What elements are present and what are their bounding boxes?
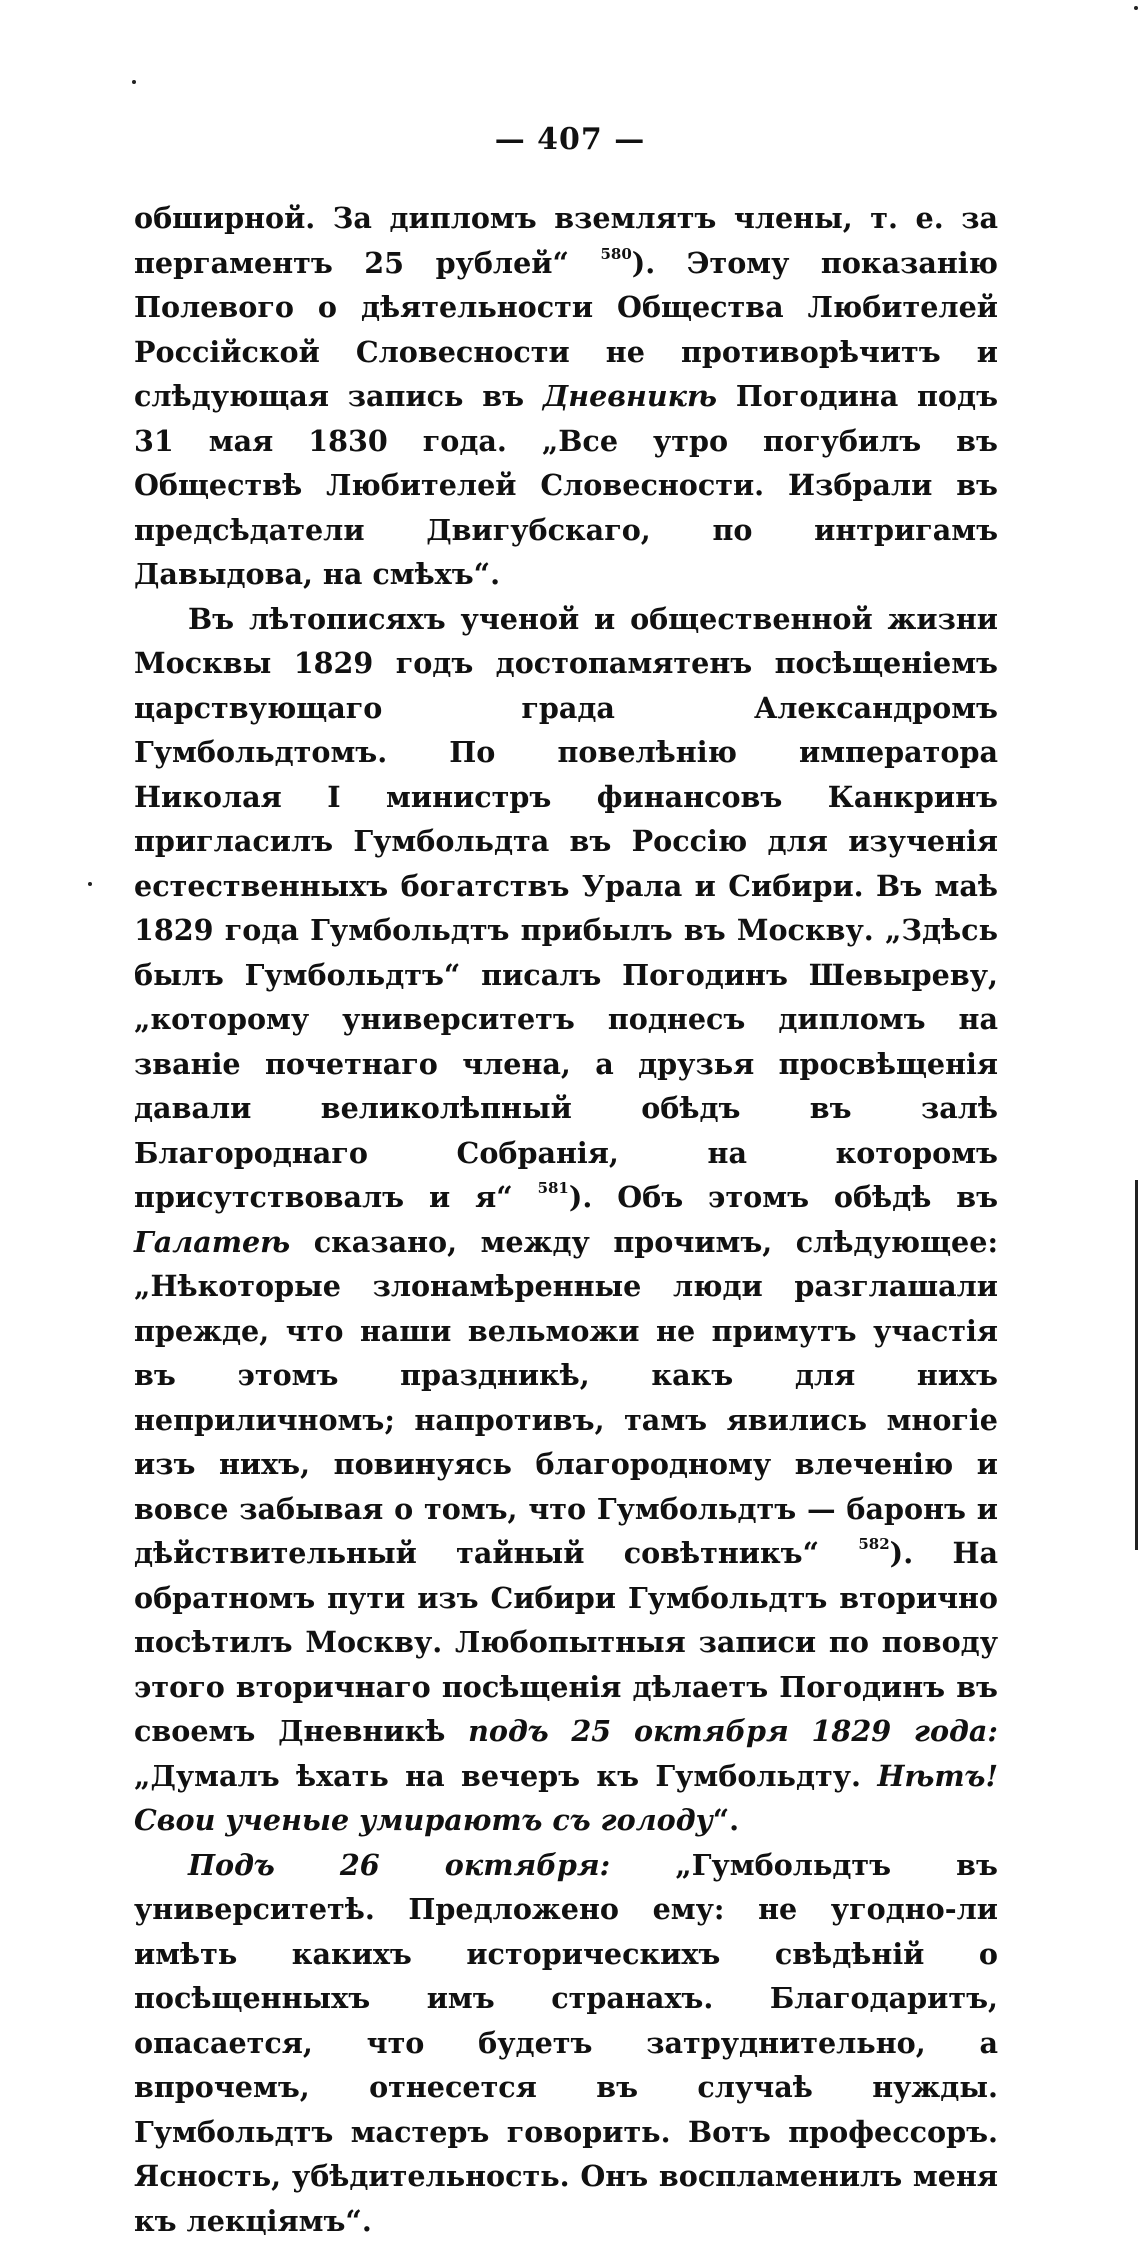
- italic-run: Нѣтъ! Свои ученые умираютъ съ голоду: [134, 1759, 998, 1838]
- text-run: ). Объ этомъ обѣдѣ въ: [569, 1180, 998, 1214]
- footnote-ref: 582: [858, 1535, 889, 1553]
- italic-run: Подъ 26 октября:: [188, 1848, 610, 1882]
- text-run: сказано, между прочимъ, слѣдующее: „Нѣкоторые злонамѣренные люди разглашали прежде, что наши вельможи не примутъ участія въ этомъ праздникѣ, какъ для нихъ неприличномъ; напротивъ, тамъ явились многіе изъ нихъ, повинуясь благородному влеченію и вовсе забывая о томъ, что Гумбольдтъ — баронъ и дѣйствительный тайный совѣтникъ“: [134, 1225, 998, 1571]
- italic-run: подъ 25 октября 1829 года:: [468, 1714, 998, 1748]
- text-run: ). Этому показанію Полевого о дѣятельности Общества Любителей Россійской Словесности не противорѣчитъ и слѣдующая запись въ: [134, 246, 998, 414]
- page-number: — 407 —: [0, 122, 1140, 157]
- text-run: Погодина подъ 31 мая 1830 года. „Все утро погубилъ въ Обществѣ Любителей Словесности. Избрали въ предсѣдатели Двигубскаго, по интригамъ Давыдова, на смѣхъ“.: [134, 379, 998, 591]
- paragraph-3: [134, 1843, 998, 2243]
- text-run: ). На обратномъ пути изъ Сибири Гумбольдтъ вторично посѣтилъ Москву. Любопытныя записи по поводу этого вторичнаго посѣщенія дѣлаетъ Погодинъ въ своемъ Дневникѣ: [134, 1536, 998, 1748]
- text-run: “.: [713, 1803, 739, 1837]
- scan-speck: [88, 882, 92, 886]
- paragraph-2: [134, 597, 998, 1843]
- scan-edge-line: [1135, 1180, 1138, 1550]
- text-run: „Гумбольдтъ въ университетѣ. Предложено ему: не угодно-ли имѣть какихъ историческихъ свѣдѣній о посѣщенныхъ имъ странахъ. Благодаритъ, опасается, что будетъ затруднительно, а впрочемъ, отнесется въ случаѣ нужды. Гумбольдтъ мастеръ говорить. Вотъ профессоръ. Ясность, убѣдительность. Онъ воспламенилъ меня къ лекціямъ“.: [134, 1848, 998, 2238]
- paragraph-1: [134, 196, 998, 597]
- italic-run: Галатеѣ: [134, 1225, 290, 1259]
- scan-speck: [1134, 6, 1138, 10]
- text-run: „Думалъ ѣхать на вечеръ къ Гумбольдту.: [134, 1759, 877, 1793]
- scan-speck: [132, 80, 136, 84]
- text-run: обширной. За дипломъ вземлятъ члены, т. е. за пергаментъ 25 рублей“: [134, 201, 998, 280]
- footnote-ref: 580: [600, 245, 631, 263]
- body-text: [134, 196, 998, 2243]
- italic-run: Дневникѣ: [543, 379, 717, 413]
- text-run: Въ лѣтописяхъ ученой и общественной жизни Москвы 1829 годъ достопамятенъ посѣщеніемъ царствующаго града Александромъ Гумбольдтомъ. По повелѣнію императора Николая I министръ финансовъ Канкринъ пригласилъ Гумбольдта въ Россію для изученія естественныхъ богатствъ Урала и Сибири. Въ маѣ 1829 года Гумбольдтъ прибылъ въ Москву. „Здѣсь былъ Гумбольдтъ“ писалъ Погодинъ Шевыреву, „которому университетъ поднесъ дипломъ на званіе почетнаго члена, а друзья просвѣщенія давали великолѣпный обѣдъ въ залѣ Благороднаго Собранія, на которомъ присутствовалъ и я“: [134, 602, 998, 1215]
- footnote-ref: 581: [538, 1179, 569, 1197]
